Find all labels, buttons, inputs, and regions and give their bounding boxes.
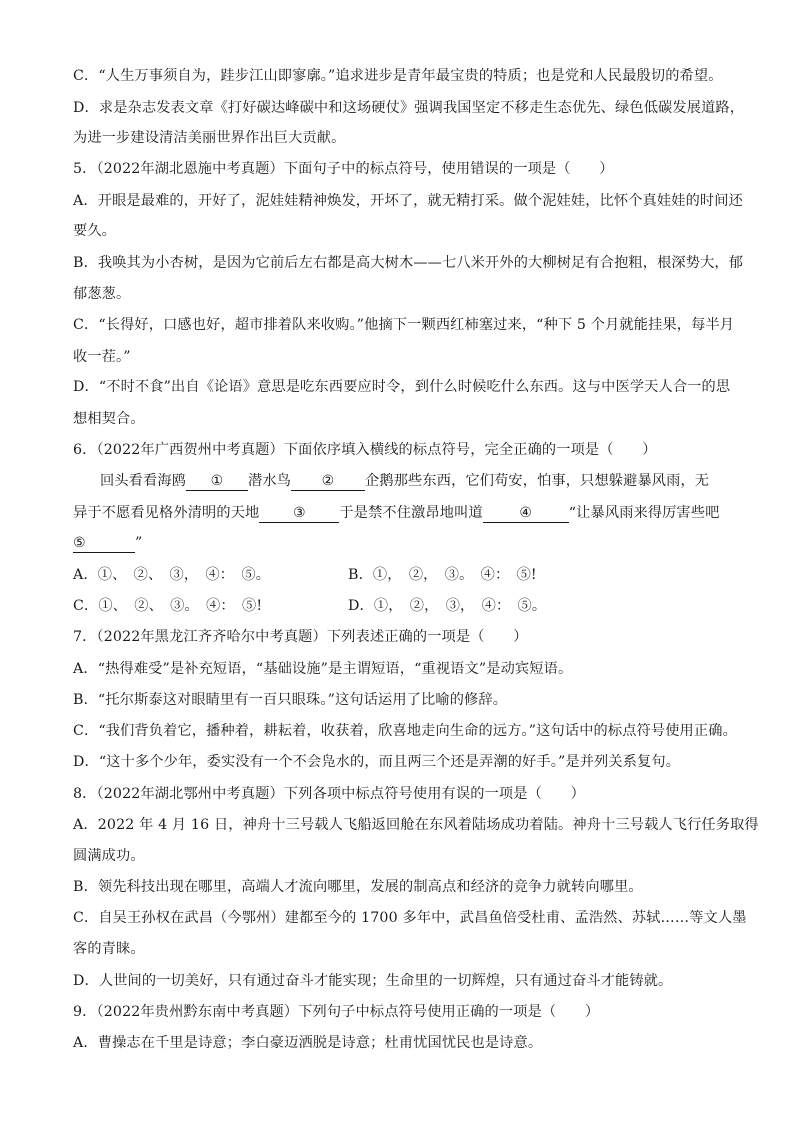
q6-options-row2 — [73, 596, 546, 616]
q5-stem: 5．（2022年湖北恩施中考真题）下面句子中的标点符号，使用错误的一项是（ ） — [73, 161, 614, 177]
q7-option-a: A．“热得难受”是补充短语，“基础设施”是主谓短语，“重视语文”是动宾短语。 — [73, 661, 573, 677]
q6-option-a: A．①、 ②、 ③， ④： ⑤。 — [73, 567, 271, 583]
q5-option-b-line2: 郁葱葱。 — [73, 286, 131, 302]
q8-option-c-line2: 客的青睐。 — [73, 941, 145, 957]
q5-option-b-line1: B．我唤其为小杏树，是因为它前后左右都是高大树木——七八米开外的大柳树足有合抱粗，根深势大，郁 — [73, 255, 744, 271]
q8-option-a-line1: A．2022 年 4 月 16 日，神舟十三号载人飞船返回舱在东风着陆场成功着陆。神舟十三号载人飞行任务取得 — [73, 817, 759, 833]
q8-option-a-line2: 圆满成功。 — [73, 848, 145, 864]
q6-blank-4: ④ — [483, 505, 569, 523]
q6-passage-line1 — [100, 471, 709, 491]
q8-option-c-line1: C．自吴王孙权在武昌（今鄂州）建都至今的 1700 多年中，武昌鱼倍受杜甫、孟浩然、苏轼……等文人墨 — [73, 910, 747, 926]
q5-option-a-line2: 要久。 — [73, 223, 117, 239]
q6-text: 潜水鸟 — [248, 473, 292, 489]
q6-option-b: B．①， ②， ③。 ④： ⑤! — [348, 567, 537, 583]
q6-text: 于是禁不住激昂地叫道 — [339, 505, 483, 521]
q7-option-c: C．“我们背负着它，播种着，耕耘着，收获着，欣喜地走向生命的远方。”这句话中的标点符号使用正确。 — [73, 723, 737, 739]
q6-text: 企鹅那些东西，它们苟安，怕事，只想躲避暴风雨，无 — [365, 473, 710, 489]
q4-option-d-line2: 为进一步建设清洁美丽世界作出巨大贡献。 — [73, 130, 346, 146]
q9-option-a: A．曹操志在千里是诗意；李白豪迈洒脱是诗意；杜甫忧国忧民也是诗意。 — [73, 1035, 543, 1051]
q6-passage-line2 — [73, 503, 720, 523]
q9-stem: 9．（2022年贵州黔东南中考真题）下列句子中标点符号使用正确的一项是（ ） — [73, 1004, 600, 1020]
q6-text: ” — [135, 535, 143, 551]
q8-option-d: D．人世间的一切美好，只有通过奋斗才能实现；生命里的一切辉煌，只有通过奋斗才能铸就。 — [73, 973, 673, 989]
q7-option-d: D．“这十多个少年，委实没有一个不会凫水的，而且两三个还是弄潮的好手。”是并列关系复句。 — [73, 754, 681, 770]
q5-option-c-line2: 收一茬。” — [73, 349, 131, 365]
q6-options-row1 — [73, 565, 537, 585]
q6-option-c: C．①、 ②、 ③。 ④： ⑤! — [73, 598, 263, 614]
q7-stem: 7．（2022年黑龙江齐齐哈尔中考真题）下列表述正确的一项是（ ） — [73, 629, 528, 645]
q5-option-d-line2: 想相契合。 — [73, 411, 145, 427]
q8-option-b: B．领先科技出现在哪里，高端人才流向哪里，发展的制高点和经济的竞争力就转向哪里。 — [73, 879, 643, 895]
q5-option-a-line1: A．开眼是最难的，开好了，泥娃娃精神焕发，开坏了，就无精打采。做个泥娃娃，比怀个真娃娃的时间还 — [73, 193, 743, 209]
q6-stem: 6．（2022年广西贺州中考真题）下面依序填入横线的标点符号，完全正确的一项是（ ） — [73, 442, 657, 458]
q6-passage-line3 — [73, 533, 142, 553]
q4-option-d-line1: D．求是杂志发表文章《打好碳达峰碳中和这场硬仗》强调我国坚定不移走生态优先、绿色低碳发展道路， — [73, 100, 745, 116]
q6-blank-3: ③ — [259, 505, 339, 523]
q5-option-d-line1: D．“不时不食”出自《论语》意思是吃东西要应时令，到什么时候吃什么东西。这与中医学天人合一的思 — [73, 379, 731, 395]
q6-blank-5: ⑤ — [73, 535, 135, 553]
q7-option-b: B．“托尔斯泰这对眼睛里有一百只眼珠。”这句话运用了比喻的修辞。 — [73, 692, 508, 708]
q8-stem: 8．（2022年湖北鄂州中考真题）下列各项中标点符号使用有误的一项是（ ） — [73, 786, 585, 802]
q6-text: 回头看看海鸥 — [100, 473, 187, 489]
q5-option-c-line1: C．“长得好，口感也好，超市排着队来收购。”他摘下一颗西红柿塞过来，“种下 5 个月就能挂果，每半月 — [73, 317, 735, 333]
q6-option-d: D．①， ②， ③， ④： ⑤。 — [348, 598, 547, 614]
q6-text: “让暴风雨来得厉害些吧 — [568, 505, 720, 521]
q6-blank-2: ② — [291, 473, 365, 491]
q4-option-c: C．“人生万事须自为，跬步江山即寥廓。”追求进步是青年最宝贵的特质；也是党和人民最殷切的希望。 — [73, 68, 723, 84]
q6-text: 异于不愿看见格外清明的天地 — [73, 505, 260, 521]
q6-blank-1: ① — [186, 473, 248, 491]
